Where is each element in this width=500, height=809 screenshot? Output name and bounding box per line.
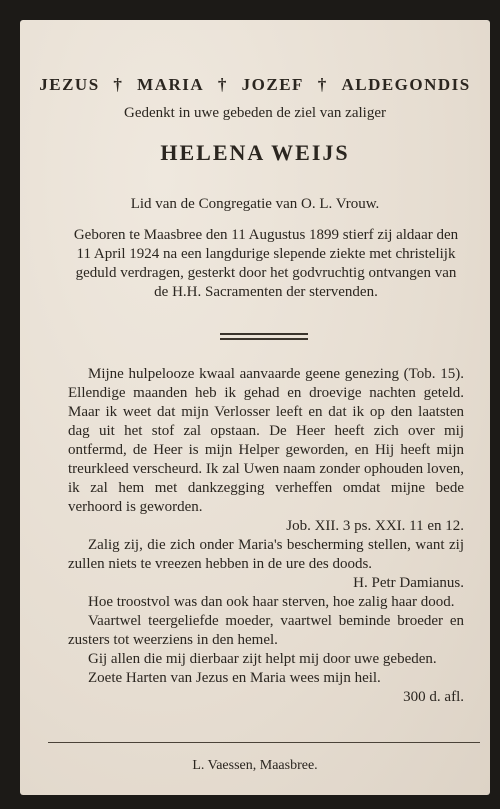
prayer-line: Gedenkt in uwe gebeden de ziel van zaliger (124, 105, 386, 121)
memorial-paragraph: 300 d. afl. (403, 689, 464, 705)
deceased-name: HELENA WEIJS (160, 140, 350, 165)
cross-icon: † (317, 75, 328, 94)
memorial-paragraph: Vaartwel teergeliefde moeder, vaartwel beminde broeder en zusters tot weerziens in den hemel. (68, 613, 464, 648)
memorial-paragraph: Zoete Harten van Jezus en Maria wees mijn heil. (88, 670, 381, 686)
divider-line (220, 333, 308, 335)
heading-name-maria: MARIA (137, 75, 205, 94)
divider-line (220, 338, 308, 340)
heading-name-aldegondis: ALDEGONDIS (341, 75, 471, 94)
footer-rule (48, 742, 480, 743)
heading-name-jezus: JEZUS (39, 75, 100, 94)
memorial-paragraph: Zalig zij, die zich onder Maria's bescherming stellen, want zij zullen niets te vreezen hebben in de ure des doods. (68, 537, 464, 572)
memorial-paragraph: Gij allen die mij dierbaar zijt helpt mij door uwe gebeden. (88, 651, 437, 667)
memorial-text (68, 365, 464, 707)
membership-line: Lid van de Congregatie van O. L. Vrouw. (130, 196, 380, 212)
holy-names-heading (20, 75, 490, 95)
birth-death-paragraph: Geboren te Maasbree den 11 Augustus 1899 stierf zij aldaar den 11 April 1924 na een langdurige slepende ziekte met christelijk geduld verdragen, gesterkt door het godvruchtig ontvangen van de H.H. Sacramenten der stervenden. (73, 227, 459, 300)
memorial-paragraph: H. Petr Damianus. (353, 575, 464, 591)
memorial-paragraph: Hoe troostvol was dan ook haar sterven, hoe zalig haar dood. (88, 594, 455, 610)
memorial-card (20, 20, 490, 795)
heading-name-jozef: JOZEF (241, 75, 304, 94)
cross-icon: † (113, 75, 124, 94)
printer-credit: L. Vaessen, Maasbree. (192, 758, 318, 773)
cross-icon: † (217, 75, 228, 94)
memorial-paragraph: Mijne hulpelooze kwaal aanvaarde geene genezing (Tob. 15). Ellendige maanden heb ik gehad en droevige nachten geteld. Maar ik weet dat mijn Verlosser leeft en dat ik op den laatsten dag uit het stof zal opstaan. De Heer heeft zich over mij ontfermd, de Heer is mijn Helper geworden, en Hij heeft mijn treurkleed verscheurd. Ik zal Uwen naam zonder ophouden loven, ik zal hem met dankzegging verheffen omdat mijne bede verhoord is geworden. (68, 366, 464, 515)
memorial-paragraph: Job. XII. 3 ps. XXI. 11 en 12. (286, 518, 464, 534)
